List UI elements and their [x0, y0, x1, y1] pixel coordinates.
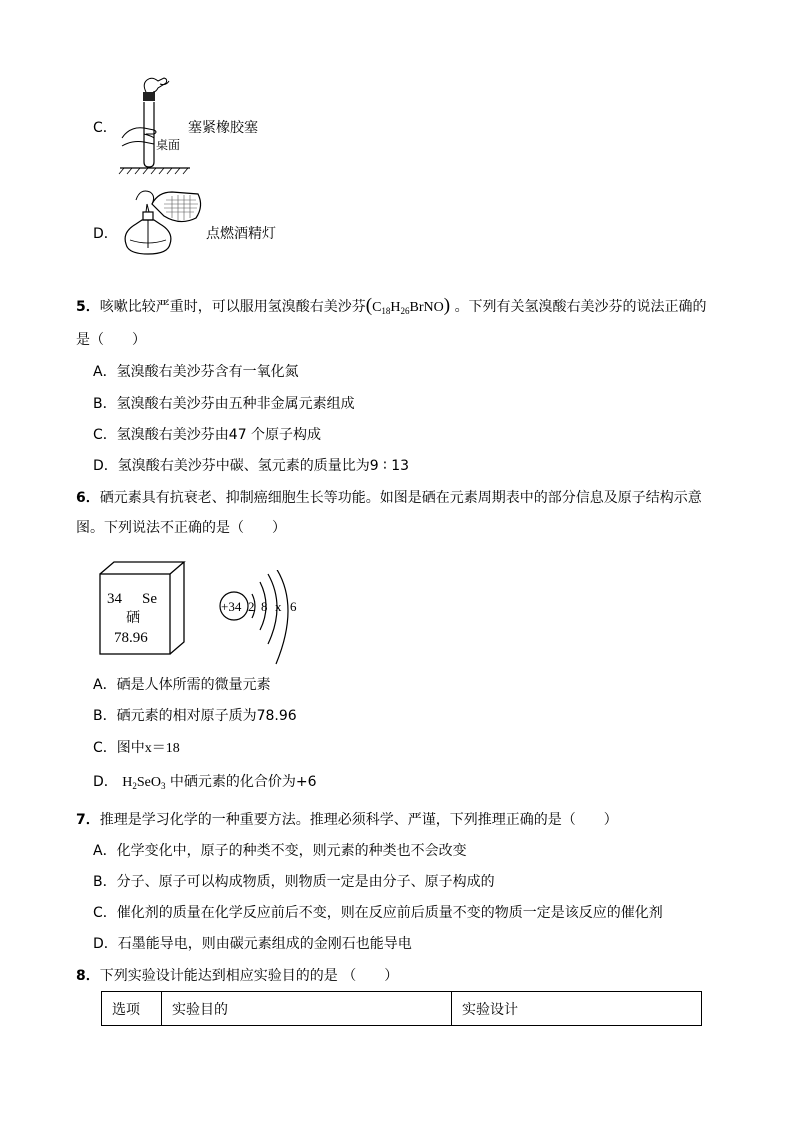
option-letter: C． — [93, 120, 117, 136]
electron-shell — [276, 570, 288, 664]
atomic-number: 34 — [107, 591, 122, 607]
question-5-stem: 5．咳嗽比较严重时，可以服用氢溴酸右美沙芬$(C_{18}H_{26}BrNO)$ 。下列有关氢溴酸右美沙芬的说法正确的 — [76, 295, 707, 316]
header-purpose: 实验目的 — [162, 992, 452, 1026]
selenium-atom-structure — [212, 570, 302, 670]
question-number: 6． — [76, 490, 100, 506]
question-8-stem: 8．下列实验设计能达到相应实验目的的是 （ ） — [76, 968, 399, 984]
question-number: 7． — [76, 812, 100, 828]
element-name: 硒 — [126, 610, 140, 626]
question-number: 8． — [76, 968, 100, 984]
alcohol-lamp-figure — [116, 186, 206, 266]
question-6-stem: 6．硒元素具有抗衰老、抑制癌细胞生长等功能。如图是硒在元素周期表中的部分信息及原子结构示意 — [76, 490, 702, 506]
shell-electrons: 2 — [248, 599, 255, 614]
table-header-row — [102, 992, 702, 1026]
option-b: B．分子、原子可以构成物质，则物质一定是由分子、原子构成的 — [93, 874, 495, 890]
shell-electrons: 8 — [261, 599, 268, 614]
shell-electrons: x — [275, 599, 282, 614]
option-d: D．氢溴酸右美沙芬中碳、氢元素的质量比为9 ∶ 13 — [93, 458, 410, 474]
option-d: D． $H_2SeO_3$ 中硒元素的化合价为+6 — [93, 774, 317, 791]
header-option: 选项 — [102, 992, 162, 1026]
option-c: C．催化剂的质量在化学反应前后不变，则在反应前后质量不变的物质一定是该反应的催化剂 — [93, 905, 663, 921]
shell-electrons: 6 — [290, 599, 297, 614]
option-a: A．化学变化中，原子的种类不变，则元素的种类也不会改变 — [93, 843, 467, 859]
question-7-stem: 7．推理是学习化学的一种重要方法。推理必须科学、严谨，下列推理正确的是（ ） — [76, 812, 618, 828]
header-design: 实验设计 — [452, 992, 702, 1026]
table-surface-label: 桌面 — [156, 138, 181, 152]
stopper-insertion-figure — [116, 76, 196, 176]
selenium-element-card — [98, 560, 188, 660]
option-letter: D． — [93, 226, 118, 242]
question-number: 5． — [76, 299, 100, 315]
option-text: 点燃酒精灯 — [206, 226, 276, 242]
option-b: B．氢溴酸右美沙芬由五种非金属元素组成 — [93, 396, 355, 412]
option-c: C．图中x＝18 — [93, 740, 180, 756]
element-symbol: Se — [142, 591, 157, 607]
option-a: A．硒是人体所需的微量元素 — [93, 677, 271, 693]
question-6-stem-cont: 图。下列说法不正确的是（ ） — [76, 520, 286, 536]
atomic-mass: 78.96 — [114, 630, 148, 646]
option-d: D．石墨能导电，则由碳元素组成的金刚石也能导电 — [93, 936, 412, 952]
option-text: 塞紧橡胶塞 — [188, 120, 258, 136]
nucleus-charge: +34 — [221, 599, 242, 614]
option-a: A．氢溴酸右美沙芬含有一氧化氮 — [93, 364, 299, 380]
question-5-stem-cont: 是（ ） — [76, 332, 146, 348]
experiment-design-table — [101, 991, 702, 1026]
option-c: C．氢溴酸右美沙芬由47 个原子构成 — [93, 427, 322, 443]
option-b: B．硒元素的相对原子质为78.96 — [93, 708, 297, 724]
